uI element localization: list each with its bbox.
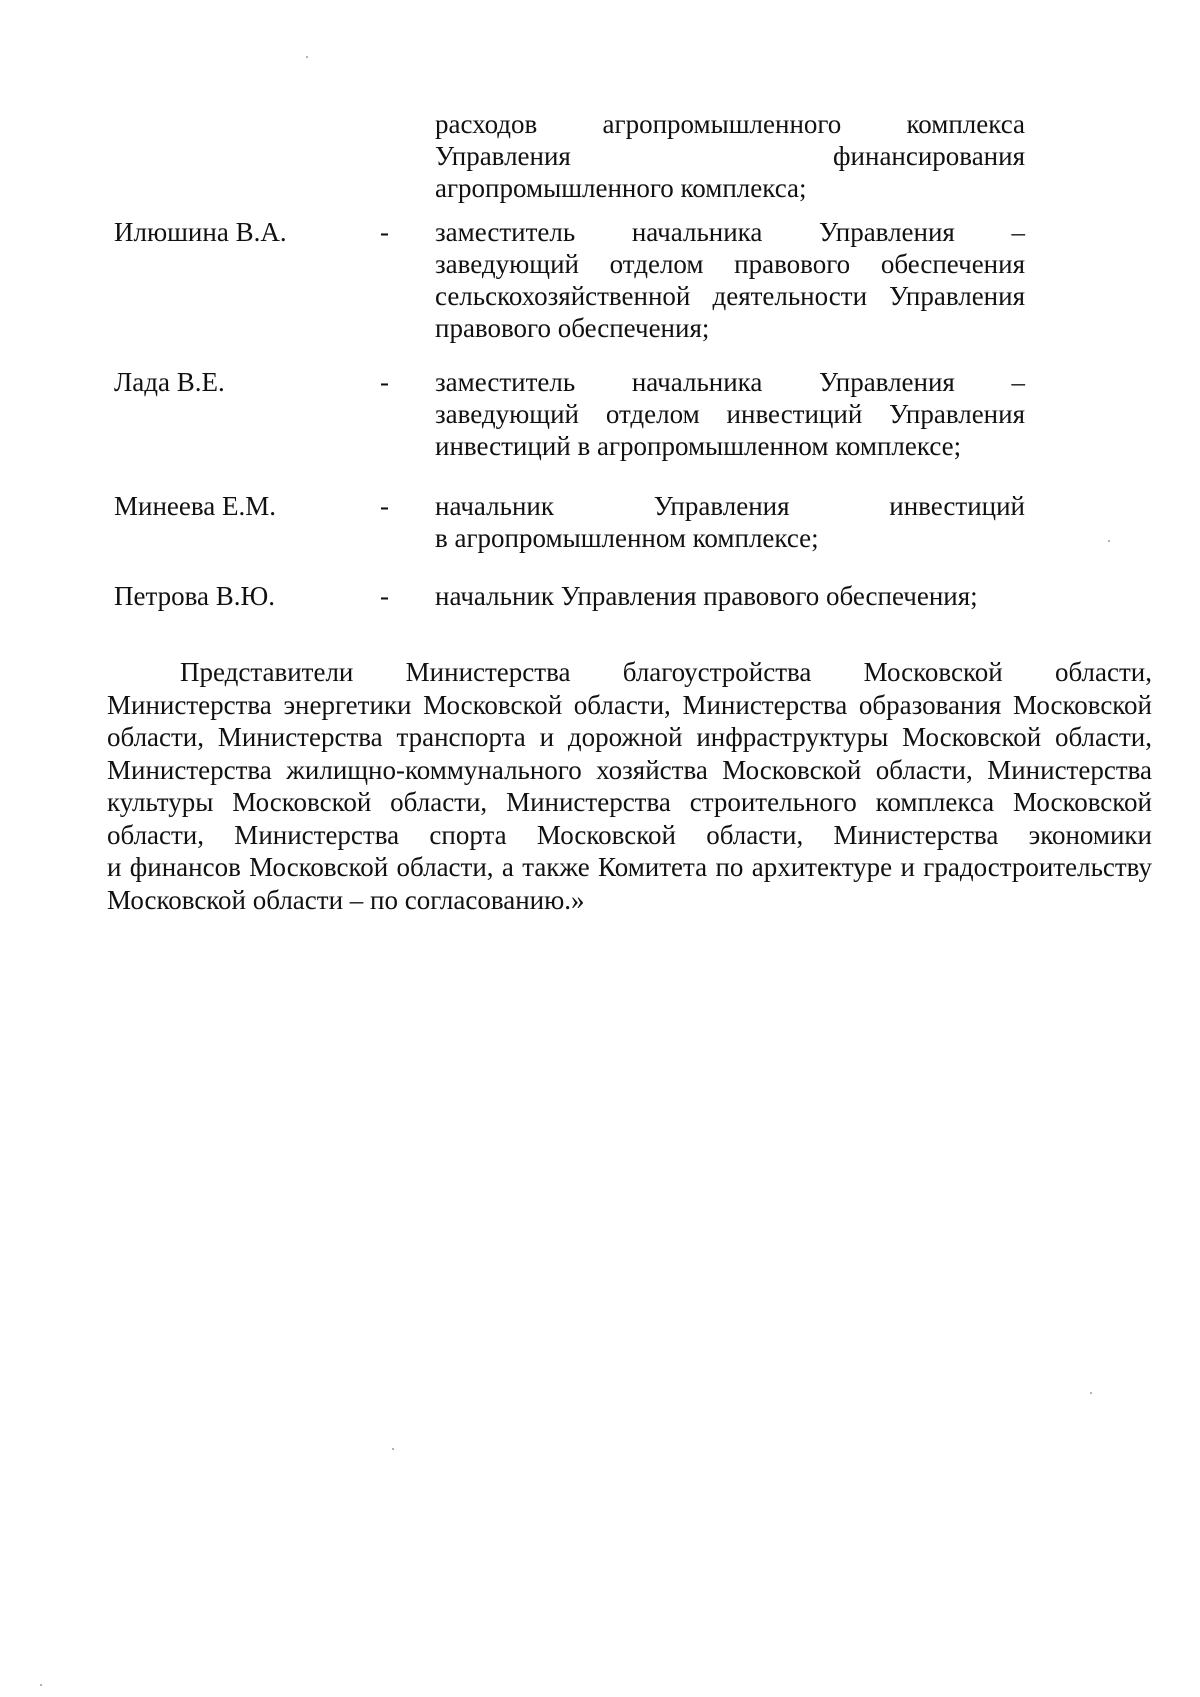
member-dash: - xyxy=(380,367,389,397)
scan-speck xyxy=(306,56,308,58)
role-line: инвестиций в агропромышленном комплексе; xyxy=(435,431,962,461)
role-line: заместитель начальника Управления – xyxy=(435,217,1025,247)
member-name: Минеева Е.М. xyxy=(114,491,276,521)
member-dash: - xyxy=(380,217,389,247)
continuation-line: Управления финансирования xyxy=(435,141,1025,171)
role-line: сельскохозяйственной деятельности Управления xyxy=(435,281,1025,311)
member-dash: - xyxy=(380,581,389,611)
paragraph-line: Министерства жилищно-коммунального хозяйства Московской области, Министерства xyxy=(107,754,1152,785)
role-line: начальник Управления правового обеспечения; xyxy=(435,581,978,611)
role-line: правового обеспечения; xyxy=(435,313,710,343)
representatives-paragraph xyxy=(107,656,1152,916)
role-line: заместитель начальника Управления – xyxy=(435,367,1025,397)
paragraph-line: Представители Министерства благоустройства Московской области, xyxy=(180,657,1152,687)
paragraph-line: Московской области – по согласованию.» xyxy=(107,884,585,915)
role-line: заведующий отделом инвестиций Управления xyxy=(435,399,1025,429)
member-role xyxy=(435,366,1025,462)
member-name: Илюшина В.А. xyxy=(114,217,287,247)
scan-speck xyxy=(392,1448,394,1450)
member-dash: - xyxy=(380,491,389,521)
role-line: начальник Управления инвестиций xyxy=(435,491,1025,521)
member-role xyxy=(435,490,1025,554)
role-line: заведующий отделом правового обеспечения xyxy=(435,249,1025,279)
member-name: Лада В.Е. xyxy=(114,367,225,397)
scan-speck xyxy=(1108,540,1110,542)
continuation-line: расходов агропромышленного комплекса xyxy=(435,109,1025,139)
role-line: в агропромышленном комплексе; xyxy=(435,523,819,553)
paragraph-line: области, Министерства транспорта и дорожной инфраструктуры Московской области, xyxy=(107,722,1152,752)
member-name: Петрова В.Ю. xyxy=(114,581,275,611)
previous-role-continuation xyxy=(435,108,1025,204)
scan-speck xyxy=(1090,1392,1092,1394)
scan-speck xyxy=(40,1684,42,1686)
member-role xyxy=(435,580,1025,612)
paragraph-line: области, Министерства спорта Московской области, Министерства экономики xyxy=(107,819,1152,850)
paragraph-line: культуры Московской области, Министерства строительного комплекса Московской xyxy=(107,787,1152,817)
member-role xyxy=(435,216,1025,344)
paragraph-line: Министерства энергетики Московской области, Министерства образования Московской xyxy=(107,689,1152,720)
continuation-line: агропромышленного комплекса; xyxy=(435,173,807,203)
paragraph-line: и финансов Московской области, а также Комитета по архитектуре и градостроительству xyxy=(107,852,1152,882)
